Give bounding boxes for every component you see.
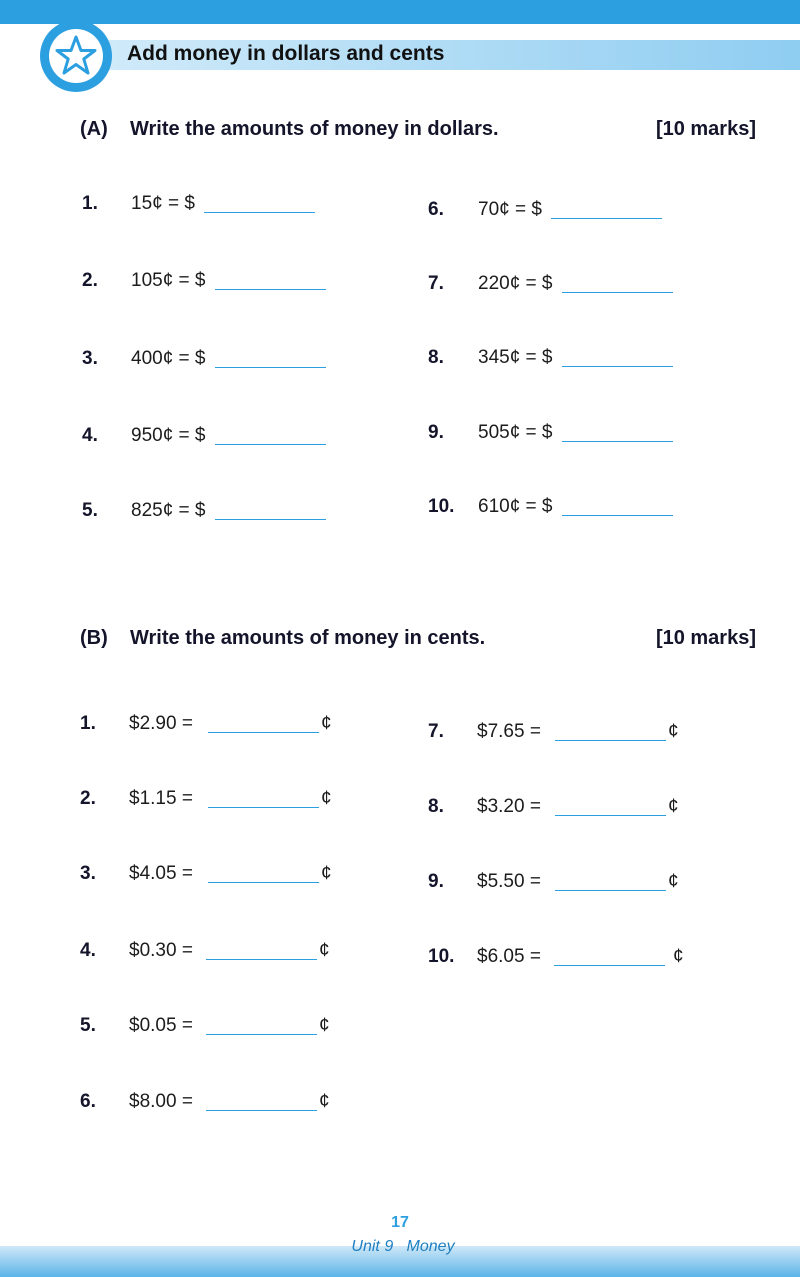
answer-blank[interactable]: [215, 519, 326, 520]
cent-sign: ¢: [668, 871, 679, 892]
section-a-instruction: Write the amounts of money in dollars.: [130, 118, 499, 140]
answer-blank[interactable]: [554, 965, 665, 966]
section-a-letter: (A): [80, 118, 108, 140]
answer-blank[interactable]: [215, 289, 326, 290]
answer-blank[interactable]: [215, 367, 326, 368]
question-expression: 220¢ = $: [478, 273, 553, 294]
answer-blank[interactable]: [562, 515, 673, 516]
question-number: 9.: [428, 422, 444, 443]
question-number: 3.: [82, 348, 98, 369]
question-expression: $0.05 =: [129, 1015, 193, 1036]
question-expression: $6.05 =: [477, 946, 541, 967]
question-expression: 400¢ = $: [131, 348, 206, 369]
cent-sign: ¢: [321, 713, 332, 734]
star-badge: [40, 20, 112, 92]
question-number: 3.: [80, 863, 96, 884]
section-a-heading: [80, 115, 756, 143]
question-number: 8.: [428, 347, 444, 368]
cent-sign: ¢: [668, 796, 679, 817]
question-expression: $0.30 =: [129, 940, 193, 961]
question-expression: 70¢ = $: [478, 199, 542, 220]
question-number: 5.: [80, 1015, 96, 1036]
question-number: 4.: [82, 425, 98, 446]
question-number: 10.: [428, 496, 455, 517]
top-color-bar: [0, 0, 800, 24]
question-number: 1.: [80, 713, 96, 734]
section-b-letter: (B): [80, 627, 108, 649]
cent-sign: ¢: [319, 940, 330, 961]
cent-sign: ¢: [321, 788, 332, 809]
answer-blank[interactable]: [562, 292, 673, 293]
cent-sign: ¢: [319, 1015, 330, 1036]
section-b-heading: [80, 624, 756, 652]
answer-blank[interactable]: [562, 441, 673, 442]
question-expression: $5.50 =: [477, 871, 541, 892]
question-expression: 345¢ = $: [478, 347, 553, 368]
question-expression: $4.05 =: [129, 863, 193, 884]
question-expression: $2.90 =: [129, 713, 193, 734]
section-a-marks: [10 marks]: [655, 118, 756, 140]
question-number: 7.: [428, 273, 444, 294]
cent-sign: ¢: [321, 863, 332, 884]
answer-blank[interactable]: [204, 212, 315, 213]
answer-blank[interactable]: [208, 882, 319, 883]
question-number: 8.: [428, 796, 444, 817]
answer-blank[interactable]: [555, 890, 666, 891]
answer-blank[interactable]: [206, 1110, 317, 1111]
answer-blank[interactable]: [208, 732, 319, 733]
star-icon: [54, 34, 98, 78]
section-b-marks: [10 marks]: [655, 627, 756, 649]
answer-blank[interactable]: [551, 218, 662, 219]
unit-label: Unit 9 Money: [351, 1238, 455, 1255]
question-number: 2.: [80, 788, 96, 809]
question-expression: 505¢ = $: [478, 422, 553, 443]
question-number: 2.: [82, 270, 98, 291]
page-title: Add money in dollars and cents: [127, 42, 445, 65]
answer-blank[interactable]: [206, 959, 317, 960]
answer-blank[interactable]: [206, 1034, 317, 1035]
question-number: 6.: [428, 199, 444, 220]
question-expression: 15¢ = $: [131, 193, 195, 214]
answer-blank[interactable]: [208, 807, 319, 808]
section-b-instruction: Write the amounts of money in cents.: [130, 627, 486, 649]
question-expression: 610¢ = $: [478, 496, 553, 517]
question-number: 1.: [82, 193, 98, 214]
question-number: 4.: [80, 940, 96, 961]
answer-blank[interactable]: [555, 815, 666, 816]
question-expression: 950¢ = $: [131, 425, 206, 446]
question-expression: 105¢ = $: [131, 270, 206, 291]
question-number: 5.: [82, 500, 98, 521]
question-expression: $3.20 =: [477, 796, 541, 817]
cent-sign: ¢: [319, 1091, 330, 1112]
question-number: 6.: [80, 1091, 96, 1112]
question-expression: $7.65 =: [477, 721, 541, 742]
question-expression: $1.15 =: [129, 788, 193, 809]
cent-sign: ¢: [673, 946, 684, 967]
question-expression: $8.00 =: [129, 1091, 193, 1112]
answer-blank[interactable]: [562, 366, 673, 367]
page-number: 17: [391, 1214, 409, 1231]
answer-blank[interactable]: [215, 444, 326, 445]
cent-sign: ¢: [668, 721, 679, 742]
question-number: 9.: [428, 871, 444, 892]
question-number: 7.: [428, 721, 444, 742]
question-expression: 825¢ = $: [131, 500, 206, 521]
answer-blank[interactable]: [555, 740, 666, 741]
question-number: 10.: [428, 946, 455, 967]
